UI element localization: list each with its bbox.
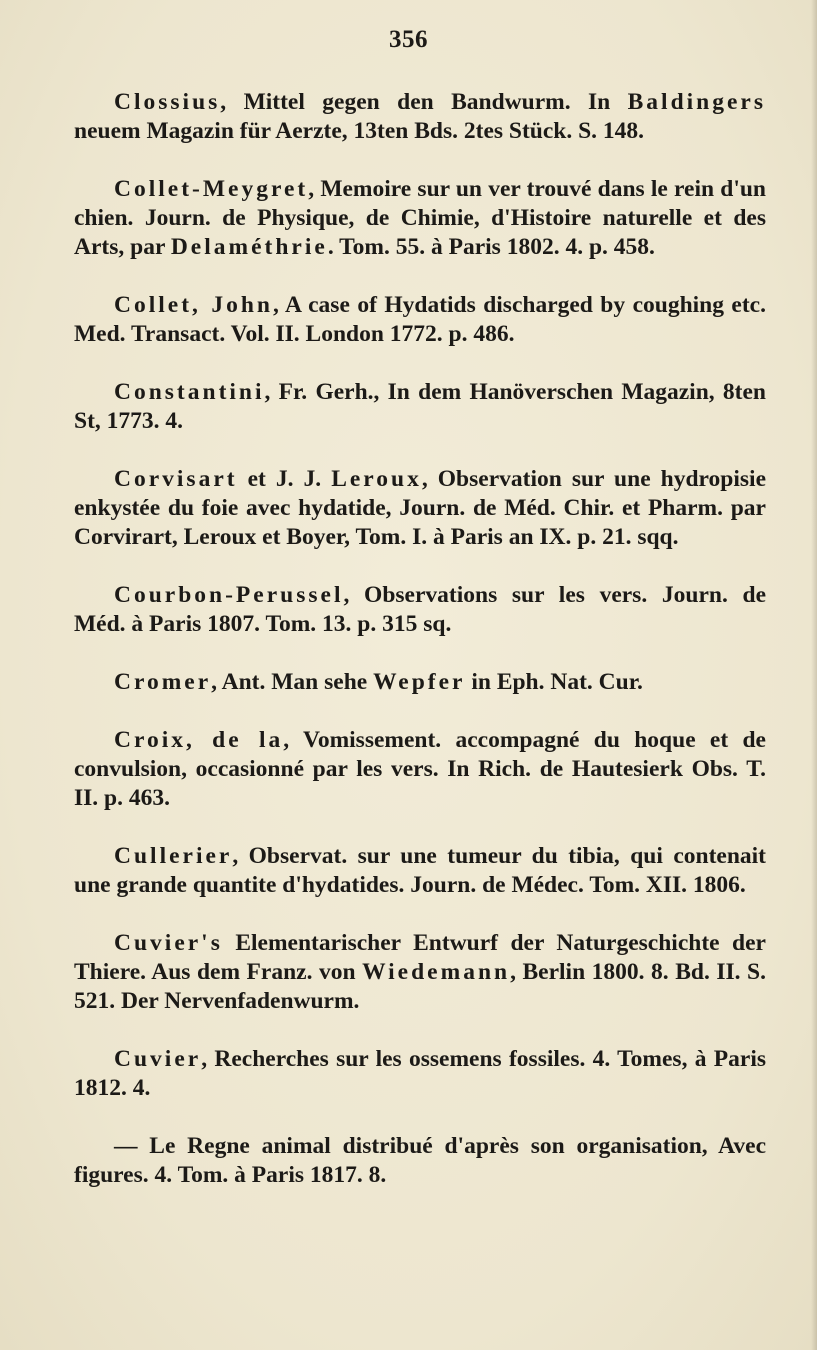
entry-text: , Vomissement. accompagné du hoque et de convulsion, occasionné par les vers. In Rich. de Hautesierk Obs. T. II. p. 463. [74, 727, 766, 811]
bibliography-entry [74, 842, 766, 900]
entry-ref: Leroux [331, 466, 422, 492]
entry-text: , Ant. Man sehe [211, 669, 374, 695]
entry-rest: in Eph. Nat. Cur. [465, 669, 643, 695]
entry-text: , Fr. Gerh., In dem Hanöverschen Magazin, 8ten St, 1773. 4. [74, 379, 766, 434]
entry-author: Cuvier [114, 1046, 202, 1072]
entry-text: Elementarischer Entwurf der Naturgeschichte der Thiere. Aus dem Franz. von [74, 930, 766, 985]
entry-author: Cromer [114, 669, 212, 695]
entry-ref: Baldingers [627, 89, 766, 115]
bibliography-entry [74, 465, 766, 552]
entry-text: , Observat. sur une tumeur du tibia, qui contenait une grande quantite d'hydatides. Journ. de Médec. Tom. XII. 1806. [74, 843, 766, 898]
entry-text: , Memoire sur un ver trouvé dans le rein d'un chien. Journ. de Physique, de Chimie, d'Histoire naturelle et des Arts, par [74, 176, 766, 260]
entry-rest: neuem Magazin für Aerzte, 13ten Bds. 2tes Stück. S. 148. [74, 118, 645, 144]
entry-ref: Delaméthrie [170, 234, 328, 260]
entry-text: , Recherches sur les ossemens fossiles. 4. Tomes, à Paris 1812. 4. [74, 1046, 766, 1101]
bibliography-entry [74, 1132, 766, 1190]
bibliography-entry [74, 1045, 766, 1103]
entry-author: Cullerier [114, 843, 233, 869]
bibliography-entry [74, 291, 766, 349]
entry-rest: . Tom. 55. à Paris 1802. 4. p. 458. [327, 234, 655, 260]
entry-author: Corvisart [114, 466, 238, 492]
bibliography-entry [74, 175, 766, 262]
entry-author: Constantini [114, 379, 265, 405]
bibliography-entry [74, 929, 766, 1016]
entry-author: Courbon-Perussel [114, 582, 344, 608]
entry-author: Collet, John [114, 292, 273, 318]
bibliography-list [74, 88, 766, 1219]
entry-author: Clossius [114, 89, 221, 115]
bibliography-entry [74, 88, 766, 146]
entry-text: et J. J. [237, 466, 332, 492]
entry-author: Croix, de la [114, 727, 284, 753]
entry-rest: , Berlin 1800. 8. Bd. II. S. 521. Der Nervenfadenwurm. [74, 959, 766, 1014]
bibliography-entry [74, 668, 766, 697]
entry-text: , Mittel gegen den Bandwurm. In [220, 89, 628, 115]
entry-text: , Observations sur les vers. Journ. de Méd. à Paris 1807. Tom. 13. p. 315 sq. [74, 582, 766, 637]
entry-rest: , Observation sur une hydropisie enkystée du foie avec hydatide, Journ. de Méd. Chir. et Pharm. par Corvirart, Leroux et Boyer, Tom. I. à Paris an IX. p. 21. sqq. [74, 466, 766, 550]
page-number: 356 [389, 26, 428, 53]
entry-ref: Wepfer [373, 669, 466, 695]
entry-text: — Le Regne animal distribué d'après son organisation, Avec figures. 4. Tom. à Paris 1817. 8. [74, 1133, 766, 1188]
entry-text: , A case of Hydatids discharged by coughing etc. Med. Transact. Vol. II. London 1772. p. 486. [74, 292, 766, 347]
bibliography-entry [74, 378, 766, 436]
entry-author: Collet-Meygret [114, 176, 309, 202]
entry-author: Cuvier's [114, 930, 223, 956]
page-edge-shadow [811, 0, 817, 1350]
bibliography-entry [74, 581, 766, 639]
bibliography-entry [74, 726, 766, 813]
entry-ref: Wiedemann [362, 959, 511, 985]
